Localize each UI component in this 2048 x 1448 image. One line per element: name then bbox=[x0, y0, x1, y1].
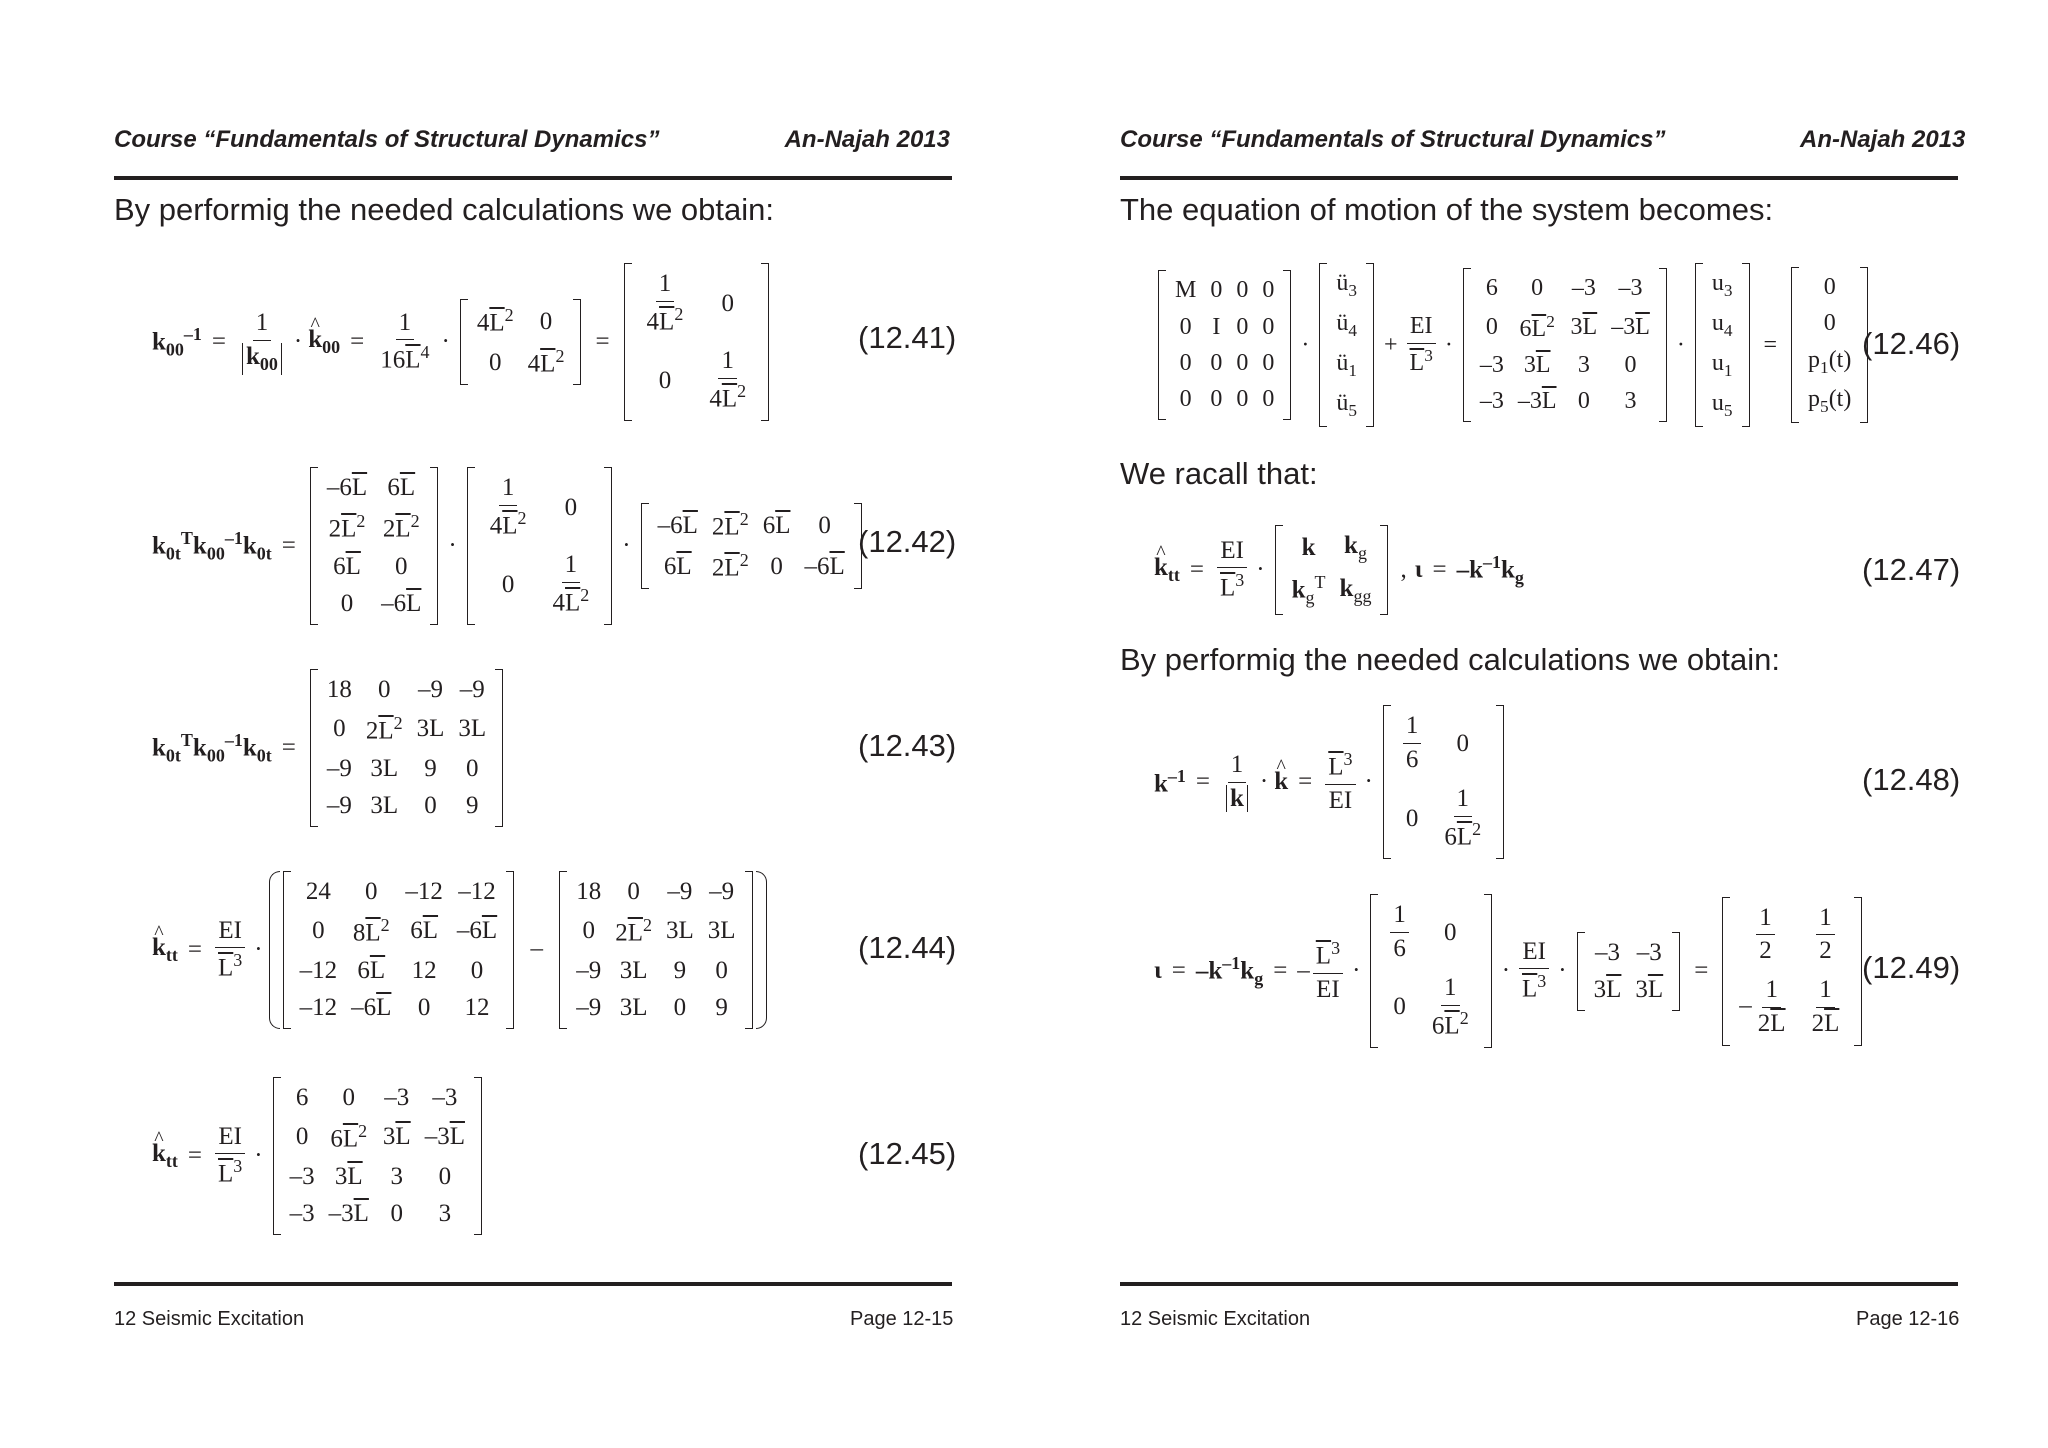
equation-number: (12.49) bbox=[1862, 950, 1961, 985]
equation-number: (12.41) bbox=[858, 320, 957, 355]
footer-chapter: 12 Seismic Excitation bbox=[1120, 1308, 1311, 1330]
equation-12-42: $k_{0t}^Tk_{00}^{-1}k_{0t}$ = $-6\overline{L}$ $6\overline{L}$ $2\overline{L}^2$ $2\overline{L}^2$ $6\overline{L}$ 0 0 $-6\overline{L}$ · $\frac{1}{4\overline{L}^2}$ 0 0 $\frac{1}{4\overline{L}^2}$ · $-6\overline{L}$ $2\overline{L}^2$ $6\overline{L}$ 0 $6\overline{L}$ $2\overline{L}^2$ 0 $-6\overline{L}$ bbox=[152, 458, 866, 634]
header-rule bbox=[1120, 176, 1958, 180]
footer-chapter: 12 Seismic Excitation bbox=[114, 1308, 305, 1330]
footer-page-number: Page 12-16 bbox=[1856, 1308, 1960, 1330]
header-rule bbox=[114, 176, 952, 180]
intro-text: By performig the needed calculations we obtain: bbox=[1120, 642, 1781, 677]
footer-rule bbox=[114, 1282, 952, 1286]
equation-12-45: ^ $k_{tt}$ = $\frac{EI}{\overline{L}^3}$ · 6 0 –3 –3 0 $6\overline{L}^2$ $3\overline{L}$ $-3\overline{L}$ –3 $3\overline{L}$ 3 0 –3 $-3\overline{L}$ 0 3 bbox=[152, 1074, 486, 1238]
equation-12-47: ^ $k_{tt}$ = $\frac{EI}{\overline{L}^3}$ · k $k_g$ $k_g^T$ $k_{gg}$ , ι = $-k^{-1}k_g$ bbox=[1154, 518, 1524, 622]
footer-rule bbox=[1120, 1282, 1958, 1286]
equation-number: (12.45) bbox=[858, 1136, 957, 1171]
equation-12-44: ^ $k_{tt}$ = $\frac{EI}{\overline{L}^3}$ · 24 0 –12 –12 0 $8\overline{L}^2$ $6\overline{L}$ $-6\overline{L}$ –12 $6\overline{L}$ 12 0 –12 $-6\overline{L}$ 0 12 – 18 0 –9 –9 0 $2\overline{L}^2$ 3L 3L –9 3L 9 0 –9 3L 0 9 bbox=[152, 868, 767, 1032]
equation-number: (12.43) bbox=[858, 728, 957, 763]
intro-text: The equation of motion of the system becomes: bbox=[1120, 192, 1774, 227]
intro-text: By performig the needed calculations we obtain: bbox=[114, 192, 775, 227]
equation-number: (12.44) bbox=[858, 930, 957, 965]
equation-number: (12.48) bbox=[1862, 762, 1961, 797]
equation-12-48: $k^{-1}$ = $\frac{1}{k}$ · ^ k = $\frac{\overline{L}^3}{EI}$ · $\frac{1}{6}$ 0 0 $\frac{1}{6\overline{L}^2}$ bbox=[1154, 706, 1508, 858]
header-course-title: Course “Fundamentals of Structural Dynamics” bbox=[1120, 126, 1666, 153]
footer-page-number: Page 12-15 bbox=[850, 1308, 954, 1330]
equation-12-49: ι = $-k^{-1}k_g$ = – $\frac{\overline{L}^3}{EI}$ · $\frac{1}{6}$ 0 0 $\frac{1}{6\overline{L}^2}$ · $\frac{EI}{\overline{L}^3}$ · –3 –3 $3\overline{L}$ $3\overline{L}$ = $\frac{1}{2}$ $\frac{1}{2}$ – $\frac{1}{2\overline{L}}$ $\frac{1}{2\overline{L}}$ bbox=[1154, 894, 1866, 1048]
right-page bbox=[1024, 0, 2048, 1448]
equation-12-41: $k_{00}^{-1}$ = $\frac{1}{k_{00}}$ · ^ $k_{00}$ = $\frac{1}{16\overline{L}^4}$ · $4\overline{L}^2$ 0 0 $4\overline{L}^2$ = $\frac{1}{4\overline{L}^2}$ 0 0 $\frac{1}{4\overline{L}^2}$ bbox=[152, 258, 773, 426]
equation-number: (12.42) bbox=[858, 524, 957, 559]
header-year: An-Najah 2013 bbox=[784, 126, 950, 153]
equation-12-46: M 0 0 0 0 I 0 0 0 0 0 0 0 0 0 0 · $ü_3$ $ü_4$ $ü_1$ $ü_5$ + $\frac{EI}{\overline{L}^3}$ · 6 0 –3 –3 0 $6\overline{L}^2$ $3\overline{L}$ $-3\overline{L}$ –3 $3\overline{L}$ 3 0 –3 $-3\overline{L}$ 0 3 · $u_3$ $u_4$ $u_1$ $u_5$ = 0 0 $p_1(t)$ $p_5(t)$ bbox=[1154, 262, 1872, 428]
header-year: An-Najah 2013 bbox=[1800, 126, 1966, 153]
equation-number: (12.47) bbox=[1862, 552, 1961, 587]
header-course-title: Course “Fundamentals of Structural Dynamics” bbox=[114, 126, 660, 153]
intro-text: We racall that: bbox=[1120, 456, 1318, 491]
equation-number: (12.46) bbox=[1862, 326, 1961, 361]
equation-12-43: $k_{0t}^Tk_{00}^{-1}k_{0t}$ = 18 0 –9 –9 0 $2\overline{L}^2$ 3L 3L –9 3L 9 0 –9 3L 0 9 bbox=[152, 666, 507, 830]
